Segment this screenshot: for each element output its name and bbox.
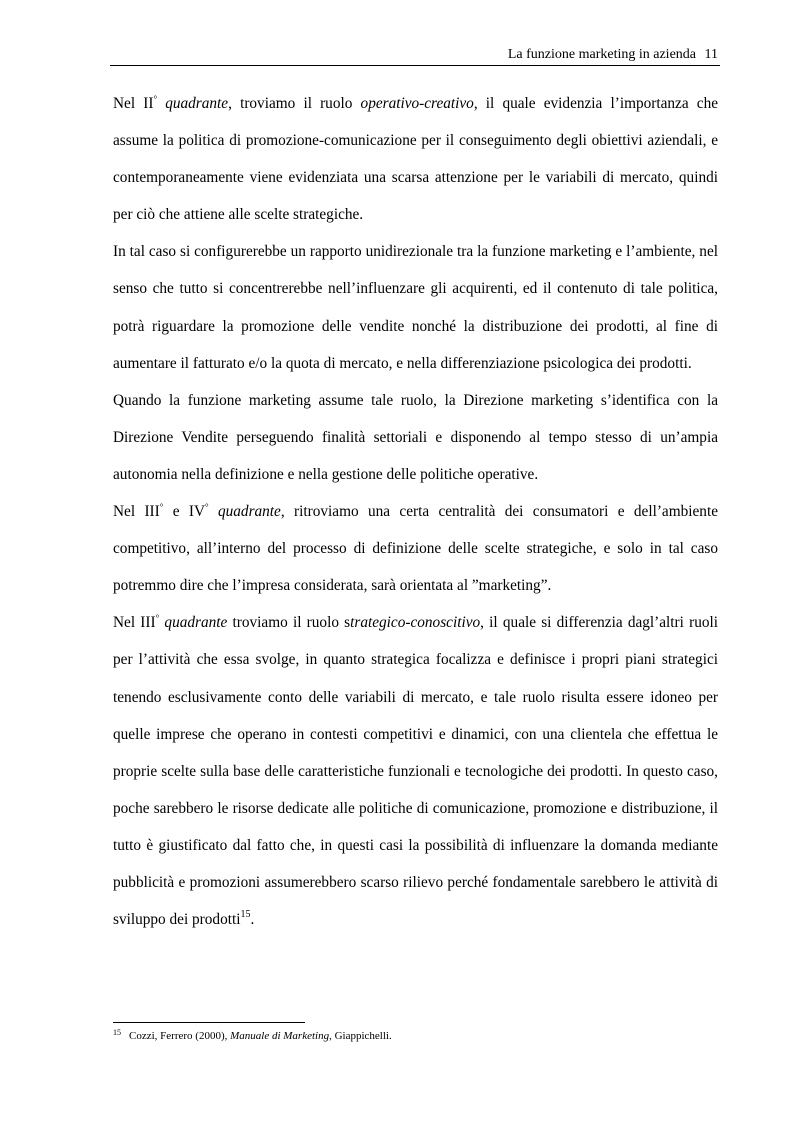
page-number: 11 — [704, 47, 718, 62]
paragraph-5 — [113, 604, 718, 938]
italic-term: quadrante — [164, 614, 228, 632]
text-run: Nel III — [113, 614, 156, 632]
text-run: , il quale evidenzia l’importanza che assume la politica di promozione-comunicazione per il conseguimento degli obiettivi aziendali, e contemporaneamente viene evidenziata una scarsa attenzione per le variabili di mercato, quindi per ciò che attiene alle scelte strategiche. — [113, 95, 719, 224]
header-title: La funzione marketing in azienda — [507, 47, 696, 62]
footnote-separator — [113, 1022, 305, 1023]
degree-sign: ° — [159, 502, 164, 513]
footnote-reference[interactable]: 15 — [240, 909, 251, 921]
running-header — [110, 46, 720, 66]
degree-sign: ° — [155, 613, 160, 624]
text-run: Nel III — [113, 503, 160, 521]
paragraph-4 — [113, 493, 718, 604]
italic-term: quadrante — [165, 95, 229, 112]
paragraph-1 — [113, 85, 718, 233]
paragraph-2: In tal caso si configurerebbe un rapporto unidirezionale tra la funzione marketing e l’ambiente, nel senso che tutto si concentrerebbe nell’influenzare gli acquirenti, ed il contenuto di tale politica, potrà riguardare la promozione delle vendite nonché la distribuzione dei prodotti, al fine di aumentare il fatturato e/o la quota di mercato, e nella differenziazione psicologica dei prodotti. — [113, 243, 718, 372]
footnote-number: 15 — [113, 1028, 121, 1037]
footnote — [113, 1029, 392, 1043]
text-run — [209, 503, 218, 520]
paragraph-3: Quando la funzione marketing assume tale ruolo, la Direzione marketing s’identifica con la Direzione Vendite perseguendo finalità settoriali e disponendo al tempo stesso di un’ampia autonomia nella definizione e nella gestione delle politiche operative. — [113, 391, 718, 483]
degree-sign: ° — [205, 502, 209, 513]
text-run — [157, 95, 165, 112]
italic-term: quadrante — [217, 503, 281, 521]
text-run: , il quale si differenzia dagl’altri ruoli per l’attività che essa svolge, in quanto strategica focalizza e definisce i propri piani strategici tenendo esclusivamente conto delle variabili di mercato, e tale ruolo risulta essere idoneo per quelle imprese che operano in contesti competitivi e dinamici, con una clientela che effettua le proprie scelte sulla base delle caratteristiche funzionali e tecnologiche dei prodotti. In questo caso, poche sarebbero le risorse dedicate alle politiche di comunicazione, promozione e distribuzione, il tutto è giustificato dal fatto che, in questi casi la possibilità di influenzare la domanda mediante pubblicità e promozioni assumerebbero scarso rilievo perché fondamentale sarebbero le attività di sviluppo dei prodotti — [113, 614, 718, 929]
degree-sign: ° — [153, 94, 158, 104]
text-run: , troviamo il ruolo — [228, 95, 361, 112]
text-run: troviamo il ruolo s — [227, 614, 351, 632]
body-text — [113, 85, 718, 938]
text-run: Nel II — [113, 95, 154, 112]
footnote-text: Cozzi, Ferrero (2000), — [129, 1030, 231, 1042]
text-run: . — [250, 911, 255, 929]
footnote-text: , Giappichelli. — [329, 1030, 392, 1042]
text-run: e IV — [163, 503, 205, 521]
footnote-book-title: Manuale di Marketing — [230, 1030, 330, 1042]
text-run: , ritroviamo una certa centralità dei consumatori e dell’ambiente competitivo, all’interno del processo di definizione delle scelte strategiche, e solo in tal caso potremmo dire che l’impresa considerata, sarà orientata al ”marketing”. — [113, 503, 718, 595]
italic-term: trategico-conoscitivo — [350, 614, 481, 632]
italic-term: operativo-creativo — [360, 95, 474, 112]
